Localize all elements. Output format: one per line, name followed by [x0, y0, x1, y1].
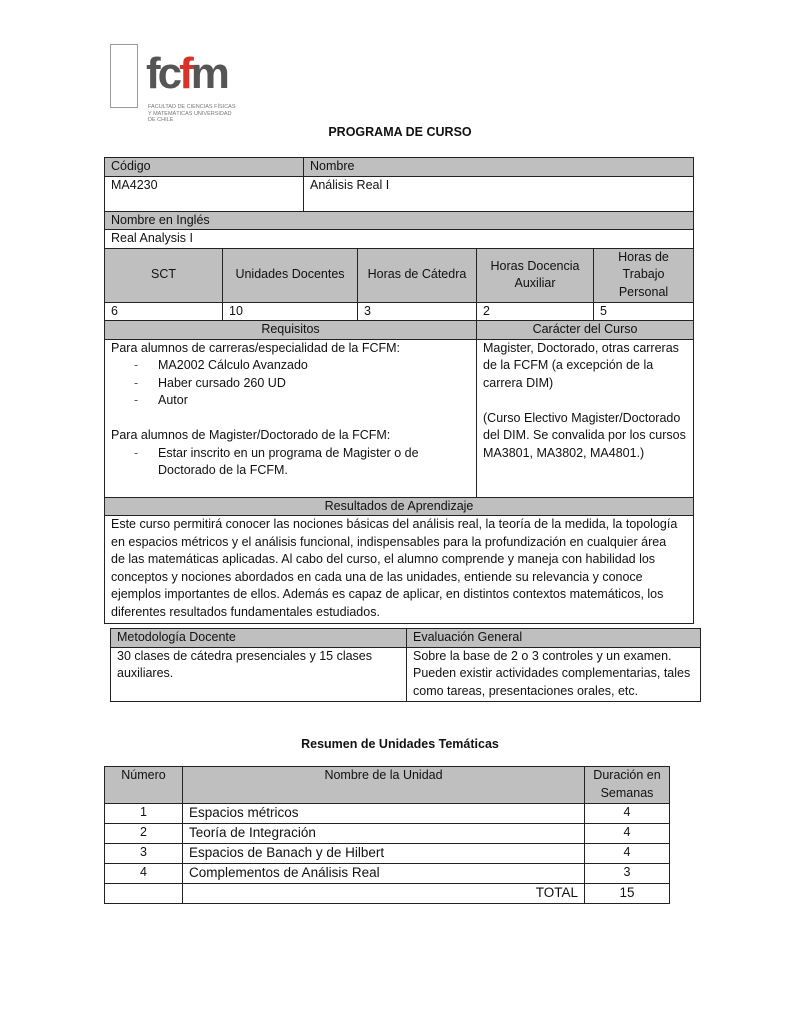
- metodologia-table: [110, 628, 701, 702]
- unit-number: 1: [105, 804, 183, 824]
- table-row: [105, 864, 670, 884]
- unit-number: 3: [105, 844, 183, 864]
- req-item: - Estar inscrito en un programa de Magister o de Doctorado de la FCFM.: [111, 445, 470, 480]
- req-intro: Para alumnos de Magister/Doctorado de la FCFM:: [111, 428, 391, 442]
- unit-name: Complementos de Análisis Real: [183, 864, 585, 884]
- evaluacion-label: Evaluación General: [407, 629, 701, 648]
- unit-number: 4: [105, 864, 183, 884]
- codigo-value: MA4230: [105, 176, 304, 211]
- req-list: [111, 357, 470, 410]
- caracter-label: Carácter del Curso: [477, 321, 694, 340]
- metodologia-text: 30 clases de cátedra presenciales y 15 clases auxiliares.: [111, 647, 407, 701]
- req-item: - Haber cursado 260 UD: [111, 375, 470, 393]
- resumen-title: Resumen de Unidades Temáticas: [301, 737, 499, 751]
- req-list: [111, 445, 470, 480]
- caracter-text: Magister, Doctorado, otras carreras de la FCFM (a excepción de la carrera DIM): [483, 340, 679, 390]
- requisitos-label: Requisitos: [105, 321, 477, 340]
- total-value: 15: [585, 884, 670, 904]
- caracter-content: [477, 339, 694, 497]
- unidades-table: [104, 766, 670, 904]
- total-label: TOTAL: [183, 884, 585, 904]
- hours-value: 2: [477, 302, 594, 321]
- logo-subtitle: FACULTAD DE CIENCIAS FÍSICAS Y MATEMÁTICAS UNIVERSIDAD DE CHILE: [148, 104, 236, 123]
- unit-duration: 4: [585, 824, 670, 844]
- requisitos-content: [105, 339, 477, 497]
- caracter-note: (Curso Electivo Magister/Doctorado del DIM. Se convalida por los cursos MA3801, MA3802, MA4801.): [483, 410, 686, 460]
- req-intro: Para alumnos de carreras/especialidad de la FCFM:: [111, 340, 401, 355]
- hours-value: 6: [105, 302, 223, 321]
- hours-header: Unidades Docentes: [223, 248, 358, 302]
- codigo-label: Código: [105, 158, 304, 177]
- resultados-text: Este curso permitirá conocer las nociones básicas del análisis real, la teoría de la medida, la topología en espacios métricos y el análisis funcional, indispensables para la profundización en cualquier área de las matemáticas aplicadas. Al cabo del curso, el alumno comprende y maneja con habilidad los conceptos y nociones abordados en cada una de las unidades, entiende su relevancia y conoce ejemplos importantes de ellos. Además es capaz de aplicar, en distintos contextos matemáticos, los diferentes resultados fundamentales estudiados.: [105, 516, 694, 624]
- unit-name: Teoría de Integración: [183, 824, 585, 844]
- unit-duration: 3: [585, 864, 670, 884]
- table-row: [105, 844, 670, 864]
- hours-value: 10: [223, 302, 358, 321]
- col-header-numero: Número: [105, 767, 183, 804]
- ingles-label: Nombre en Inglés: [105, 211, 694, 230]
- req-item: - MA2002 Cálculo Avanzado: [111, 357, 470, 375]
- university-crest-icon: [110, 44, 138, 108]
- empty-cell: [105, 884, 183, 904]
- unit-duration: 4: [585, 844, 670, 864]
- page-title: PROGRAMA DE CURSO: [328, 125, 472, 139]
- hours-header: SCT: [105, 248, 223, 302]
- nombre-value: Análisis Real I: [304, 176, 694, 211]
- resultados-label: Resultados de Aprendizaje: [105, 497, 694, 516]
- logo-text: fcfm: [146, 49, 227, 98]
- table-row: [105, 824, 670, 844]
- hours-value: 5: [594, 302, 694, 321]
- hours-header: Horas de Trabajo Personal: [594, 248, 694, 302]
- hours-header: Horas Docencia Auxiliar: [477, 248, 594, 302]
- fcfm-logo: [110, 44, 235, 128]
- unit-name: Espacios de Banach y de Hilbert: [183, 844, 585, 864]
- hours-header: Horas de Cátedra: [358, 248, 477, 302]
- metodologia-label: Metodología Docente: [111, 629, 407, 648]
- ingles-value: Real Analysis I: [105, 230, 694, 249]
- total-row: [105, 884, 670, 904]
- req-item: - Autor: [111, 392, 470, 410]
- col-header-duracion: Duración en Semanas: [585, 767, 670, 804]
- hours-value: 3: [358, 302, 477, 321]
- unit-name: Espacios métricos: [183, 804, 585, 824]
- unit-number: 2: [105, 824, 183, 844]
- evaluacion-text: Sobre la base de 2 o 3 controles y un examen. Pueden existir actividades complementarias, tales como tareas, presentaciones orales, etc.: [407, 647, 701, 701]
- col-header-nombre: Nombre de la Unidad: [183, 767, 585, 804]
- course-info-table: [104, 157, 694, 624]
- table-row: [105, 804, 670, 824]
- unit-duration: 4: [585, 804, 670, 824]
- nombre-label: Nombre: [304, 158, 694, 177]
